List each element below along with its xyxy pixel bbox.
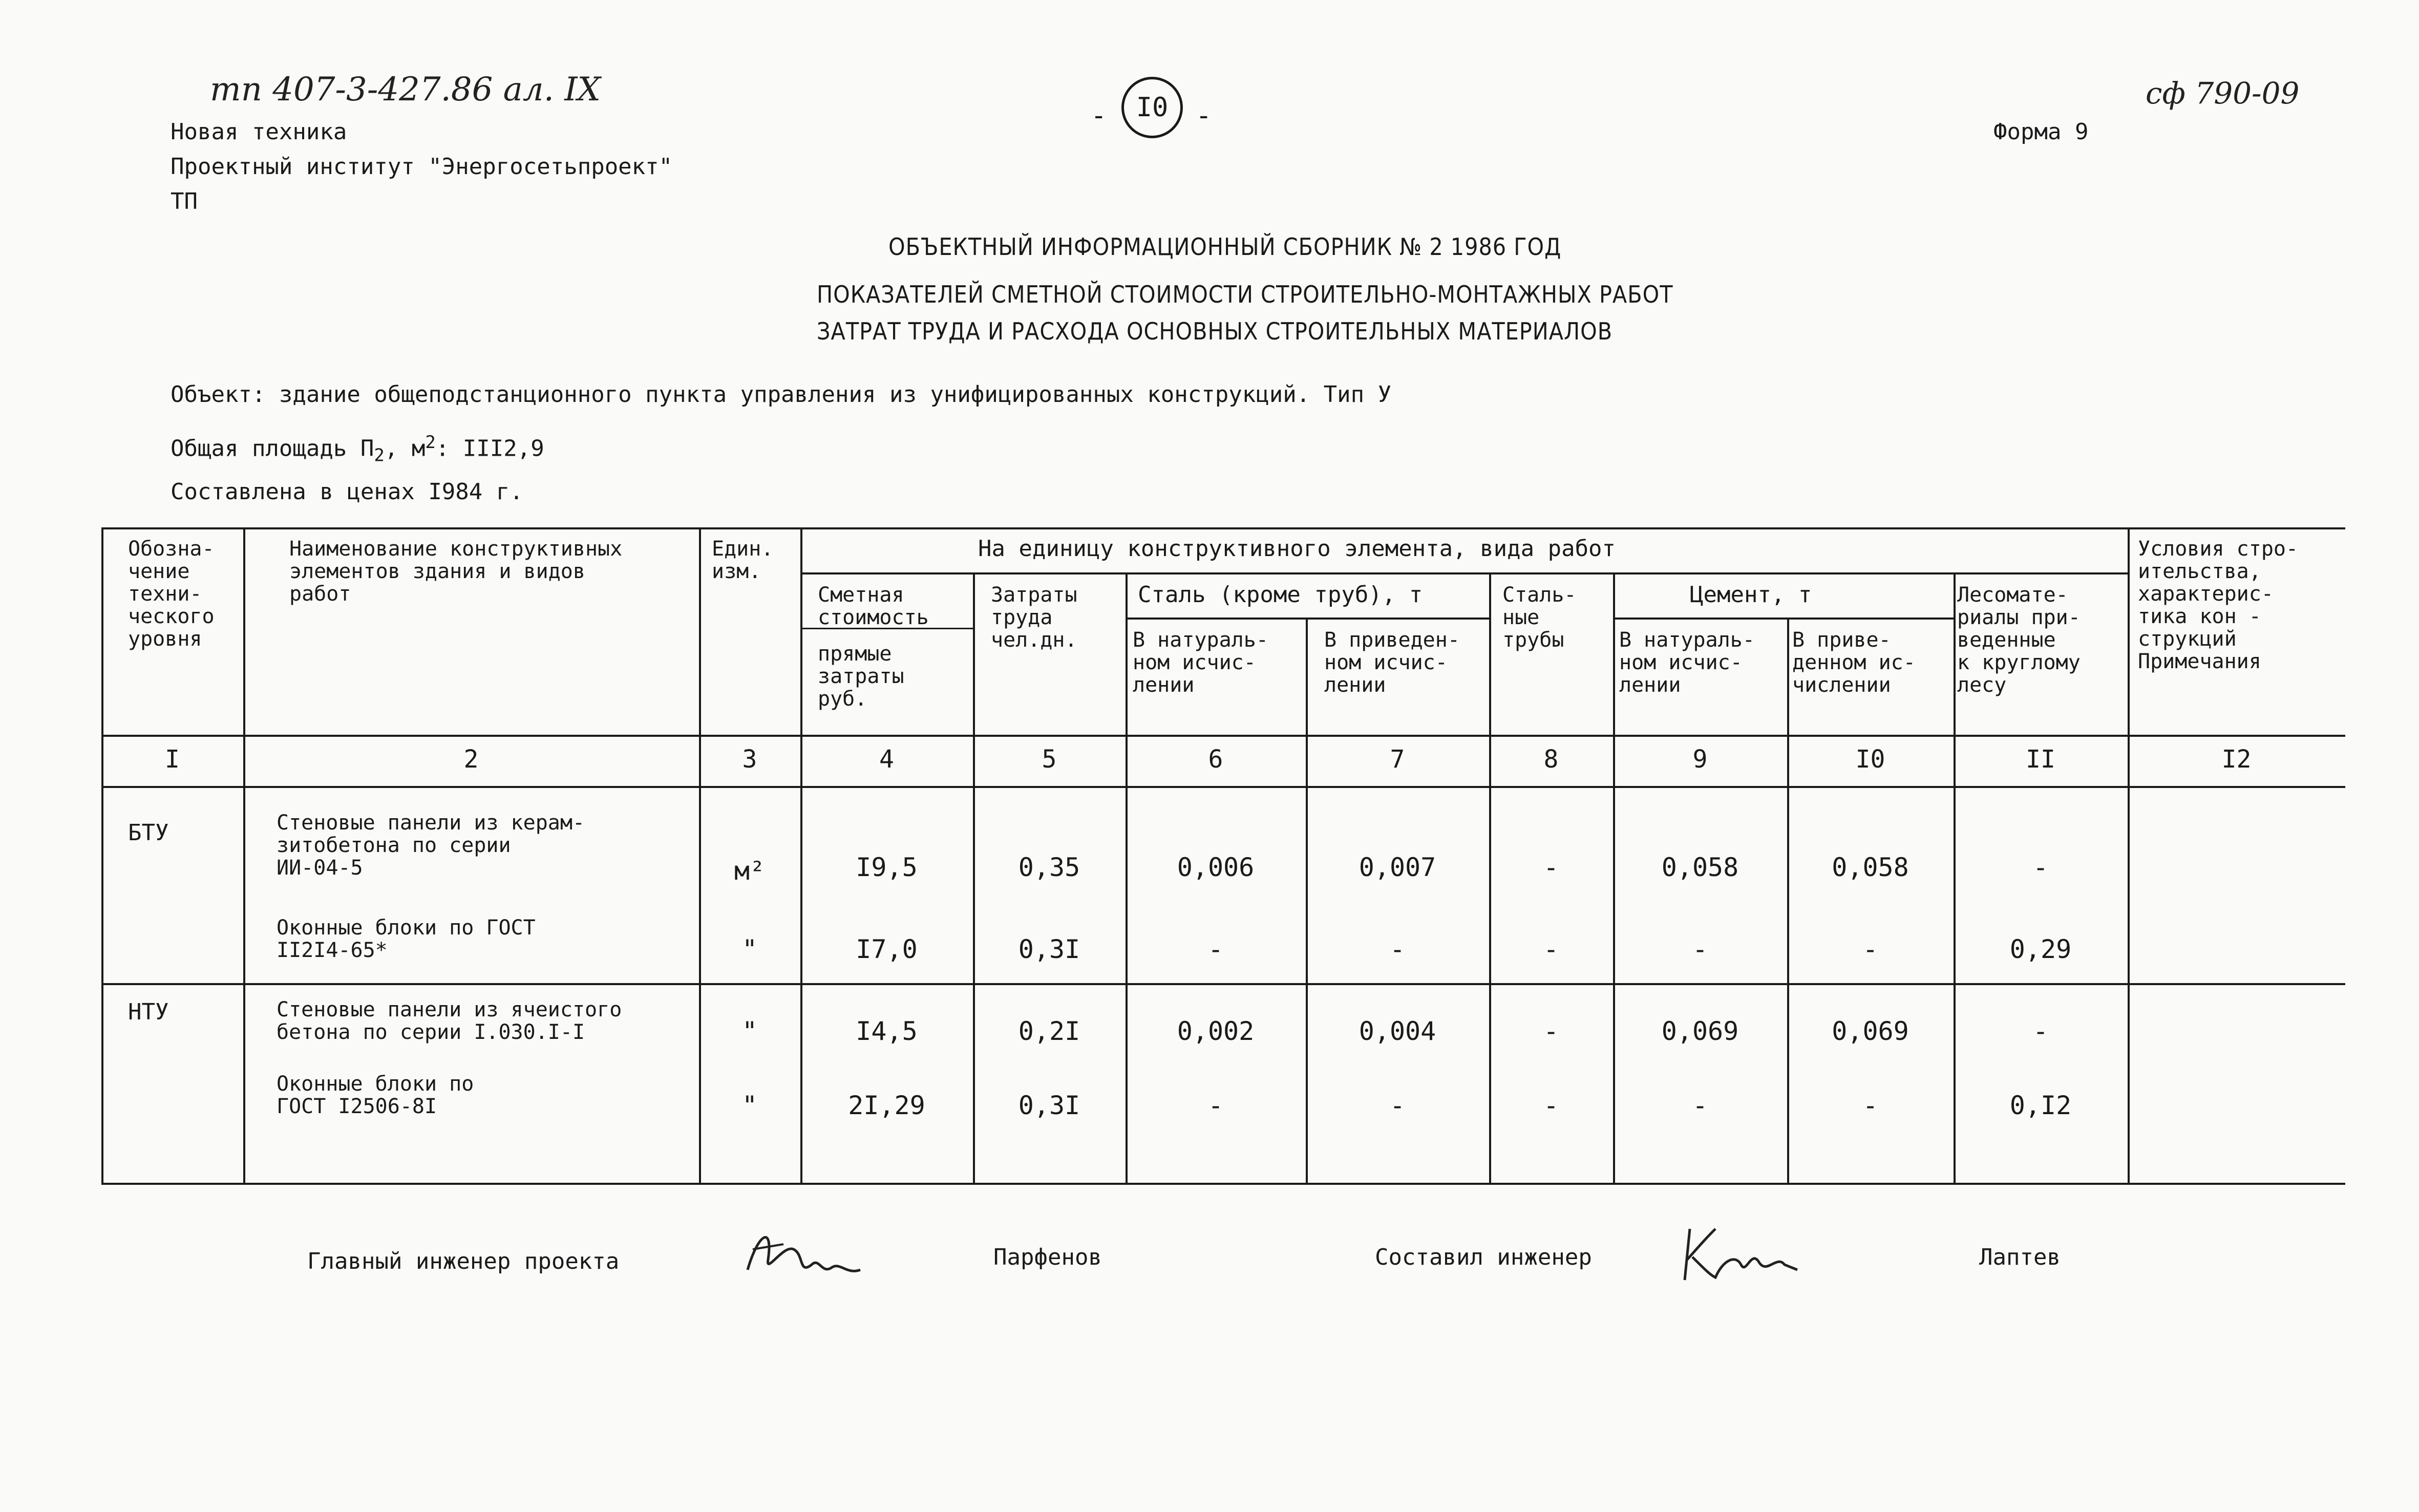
header-timber: Лесомате- риалы при- веденные к круглому лесу xyxy=(1957,583,2081,697)
header-bottom-border xyxy=(101,735,2345,737)
col-number: 7 xyxy=(1390,745,1405,774)
area-value: : III2,9 xyxy=(435,435,544,462)
row-cement-natural: - xyxy=(1692,1091,1708,1120)
row-timber: 0,I2 xyxy=(2009,1091,2072,1120)
header-cement-reduced: В приве- денном ис- числении xyxy=(1792,628,1916,697)
page-number: I0 xyxy=(1121,77,1183,138)
table-bottom-border xyxy=(101,1183,2345,1185)
col-number: 9 xyxy=(1692,745,1708,774)
vline-0 xyxy=(101,527,103,1185)
group-header-divider xyxy=(800,572,2129,574)
row-labor: 0,35 xyxy=(1018,853,1080,882)
col-number: 5 xyxy=(1042,745,1057,774)
header-cement-natural: В натураль- ном исчис- лении xyxy=(1619,628,1755,697)
page-number-dash-left: - xyxy=(1091,100,1107,131)
row-cost: I7,0 xyxy=(856,934,918,964)
chief-engineer-label: Главный инженер проекта xyxy=(307,1248,620,1274)
org-line-1: Новая техника xyxy=(171,119,347,145)
col-number: I0 xyxy=(1855,745,1885,774)
row-unit: " xyxy=(741,1091,758,1120)
area-prefix: Общая площадь П xyxy=(171,435,374,462)
col-number: 4 xyxy=(879,745,894,774)
chief-engineer-name: Парфенов xyxy=(993,1244,1102,1270)
row-cost: I4,5 xyxy=(856,1016,918,1046)
total-area xyxy=(171,429,544,468)
row-pipes: - xyxy=(1543,934,1559,964)
row-cement-natural: 0,058 xyxy=(1661,853,1739,882)
header-steel-reduced: В приведен- ном исчис- лении xyxy=(1324,628,1460,697)
area-unit: , м xyxy=(384,435,426,462)
row-cement-reduced: - xyxy=(1862,934,1878,964)
row-cement-reduced: 0,069 xyxy=(1832,1016,1909,1046)
header-cost: Сметная стоимость xyxy=(818,583,929,629)
row-timber: - xyxy=(2032,1016,2049,1046)
header-unit: Един. изм. xyxy=(712,537,774,583)
row-steel-reduced: 0,004 xyxy=(1359,1016,1436,1046)
area-superscript: 2 xyxy=(425,432,436,453)
area-subscript: 2 xyxy=(374,445,385,466)
row-timber: 0,29 xyxy=(2009,934,2072,964)
header-notes: Условия стро- ительства, характерис- тика кон - струкций Примечания xyxy=(2138,537,2299,673)
row-name: Оконные блоки по ГОСТ I2506-8I xyxy=(277,1072,474,1118)
row-cement-reduced: 0,058 xyxy=(1832,853,1909,882)
row-name: Стеновые панели из керам- зитобетона по серии ИИ-04-5 xyxy=(277,811,585,880)
header-pipes: Сталь- ные трубы xyxy=(1502,583,1577,652)
row-cement-natural: 0,069 xyxy=(1661,1016,1739,1046)
title-line-2: ПОКАЗАТЕЛЕЙ СМЕТНОЙ СТОИМОСТИ СТРОИТЕЛЬНО-МОНТАЖНЫХ РАБОТ xyxy=(817,281,1673,308)
col-number: I xyxy=(165,745,180,774)
header-steel-group: Сталь (кроме труб), т xyxy=(1138,582,1423,608)
col-number: 2 xyxy=(463,745,479,774)
page-number-dash-right: - xyxy=(1196,100,1212,131)
row-labor: 0,2I xyxy=(1018,1016,1080,1046)
org-line-2: Проектный институт "Энергосетьпроект" xyxy=(171,154,673,180)
org-line-3: ТП xyxy=(171,188,198,215)
header-labor: Затраты труда чел.дн. xyxy=(991,583,1077,652)
header-name: Наименование конструктивных элементов здания и видов работ xyxy=(289,537,623,606)
object-description: Объект: здание общеподстанционного пункта управления из унифицированных конструкций. Тип У xyxy=(171,381,1392,408)
signature-mark xyxy=(1674,1213,1808,1295)
row-level: БТУ xyxy=(128,820,169,846)
form-label: Форма 9 xyxy=(1993,119,2089,145)
handwritten-code: сф 790-09 xyxy=(2146,76,2300,111)
col-number: 6 xyxy=(1208,745,1223,774)
row-pipes: - xyxy=(1543,853,1559,882)
col-number: 3 xyxy=(742,745,757,774)
row-steel-natural: - xyxy=(1207,1091,1224,1120)
row-cost: 2I,29 xyxy=(848,1091,925,1120)
compiler-name: Лаптев xyxy=(1979,1244,2061,1270)
signature-mark xyxy=(737,1213,871,1295)
row-level: НТУ xyxy=(128,999,169,1025)
row-labor: 0,3I xyxy=(1018,934,1080,964)
title-line-1: ОБЪЕКТНЫЙ ИНФОРМАЦИОННЫЙ СБОРНИК № 2 1986 ГОД xyxy=(888,233,1562,261)
col-number: I2 xyxy=(2221,745,2252,774)
header-cost-sub: прямые затраты руб. xyxy=(818,642,904,711)
row-steel-reduced: 0,007 xyxy=(1359,853,1436,882)
row-cement-reduced: - xyxy=(1862,1091,1878,1120)
row-unit: " xyxy=(741,1016,758,1046)
header-group: На единицу конструктивного элемента, вида работ xyxy=(978,536,1616,562)
header-level: Обозна- чение техни- ческого уровня xyxy=(128,537,215,651)
row-name: Оконные блоки по ГОСТ II2I4-65* xyxy=(277,916,536,962)
chief-engineer-signature xyxy=(737,1213,871,1309)
row-unit: м² xyxy=(734,856,766,886)
row-pipes: - xyxy=(1543,1016,1559,1046)
compiler-signature xyxy=(1674,1213,1808,1309)
row-cost: I9,5 xyxy=(856,853,918,882)
row-cement-natural: - xyxy=(1692,934,1708,964)
row-steel-natural: 0,002 xyxy=(1177,1016,1255,1046)
handwritten-reference: тп 407-3-427.86 ал. IX xyxy=(210,71,601,109)
title-line-3: ЗАТРАТ ТРУДА И РАСХОДА ОСНОВНЫХ СТРОИТЕЛЬНЫХ МАТЕРИАЛОВ xyxy=(817,317,1613,345)
vline-1 xyxy=(243,527,245,1185)
price-basis: Составлена в ценах I984 г. xyxy=(171,479,523,505)
col-number: II xyxy=(2026,745,2055,774)
col-number: 8 xyxy=(1543,745,1559,774)
row-group-divider xyxy=(101,983,2345,985)
header-cement-group: Цемент, т xyxy=(1690,582,1812,608)
header-steel-natural: В натураль- ном исчис- лении xyxy=(1133,628,1268,697)
row-steel-reduced: - xyxy=(1389,1091,1406,1120)
row-steel-natural: 0,006 xyxy=(1177,853,1255,882)
row-steel-natural: - xyxy=(1207,934,1224,964)
cement-subdivider xyxy=(1613,617,1954,620)
vline-11 xyxy=(2128,527,2130,1185)
row-timber: - xyxy=(2032,853,2049,882)
col-numbers-bottom-border xyxy=(101,786,2345,788)
row-unit: " xyxy=(741,934,758,964)
row-name: Стеновые панели из ячеистого бетона по серии I.030.I-I xyxy=(277,998,622,1044)
row-pipes: - xyxy=(1543,1091,1559,1120)
row-steel-reduced: - xyxy=(1389,934,1406,964)
compiler-label: Составил инженер xyxy=(1375,1244,1592,1270)
row-labor: 0,3I xyxy=(1018,1091,1080,1120)
table-top-border xyxy=(101,527,2345,529)
